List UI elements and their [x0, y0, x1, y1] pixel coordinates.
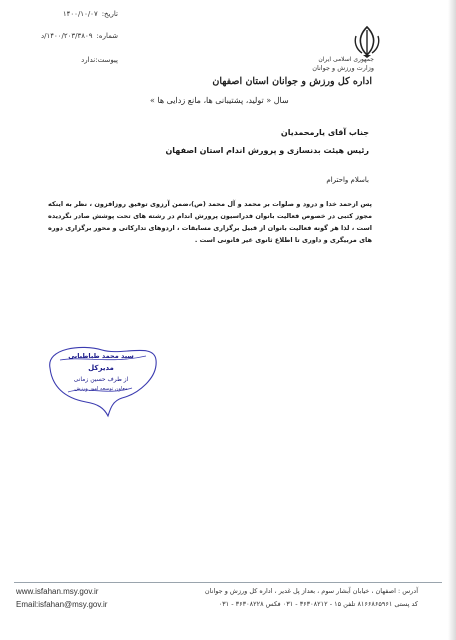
addressee-name: جناب آقای یارمحمدیان — [280, 128, 369, 137]
iran-emblem-icon — [350, 24, 384, 60]
ministry-line-2: وزارت ورزش و جوانان — [312, 64, 374, 72]
year-slogan: سال « تولید، پشتیبانی ها، مانع زدایی ها » — [150, 96, 289, 105]
number-value: ۱۴۰۰/۲۰۳/۳۸۰۹/د — [40, 32, 93, 40]
signatory-title: مدیرکل — [88, 364, 114, 372]
footer-contact: کد پستی ۸۱۶۶۸۶۵۹۶۱ تلفن ۱۵ - ۳۶۳۰۸۲۱۲ - ۰۳۱ فکس ۳۶۳۰۸۲۲۸ - ۰۳۱ — [218, 600, 418, 608]
ministry-block — [254, 56, 374, 72]
attachment-field: پیوست:ندارد — [81, 56, 118, 64]
org-name: اداره کل ورزش و جوانان استان اصفهان — [212, 76, 372, 87]
footer-divider — [14, 582, 442, 583]
date-label: تاریخ: — [101, 10, 118, 18]
ministry-line-1: جمهوری اسلامی ایران — [318, 56, 374, 63]
number-label: شماره: — [96, 32, 118, 40]
footer-address: آدرس : اصفهان ، خیابان آبشار سوم ، بعداز پل غدیر ، اداره کل ورزش و جوانان — [204, 587, 418, 595]
number-field — [38, 32, 118, 40]
footer-website: www.isfahan.msy.gov.ir — [16, 587, 99, 596]
body-paragraph: پس ازحمد خدا و درود و صلوات بر محمد و آل محمد (ص)،ضمن آرزوی توفیق روزافزون ، نظر به اینکه مجوز کتبی در خصوص فعالیت بانوان فدراسیون پرورش اندام در رشته های تحت پوشش صادر نگردیده است ، لذا هر گونه فعالیت بانوان از قبیل برگزاری مسابقات ، اردوهای تدارکاتی و محور برگزاری دوره های مربیگری و داوری تا اطلاع ثانوی غیر قانونی است . — [48, 200, 372, 244]
signatory-name: سید محمد طباطبایی — [68, 352, 134, 360]
letter-body — [48, 198, 372, 256]
addressee-title: رئیس هیئت بدنسازی و پرورش اندام استان اصفهان — [165, 146, 369, 155]
date-value: ۱۴۰۰/۱۰/۰۷ — [62, 10, 98, 18]
footer-email: Email:isfahan@msy.gov.ir — [16, 600, 108, 609]
signatory-on-behalf: از طرف حسین زمانی — [73, 376, 129, 383]
date-field — [38, 10, 118, 18]
greeting: باسلام واحترام — [326, 176, 369, 184]
page-edge-shadow — [448, 0, 456, 640]
signatory-dept: معاون توسعه امور ورزش — [74, 386, 128, 392]
